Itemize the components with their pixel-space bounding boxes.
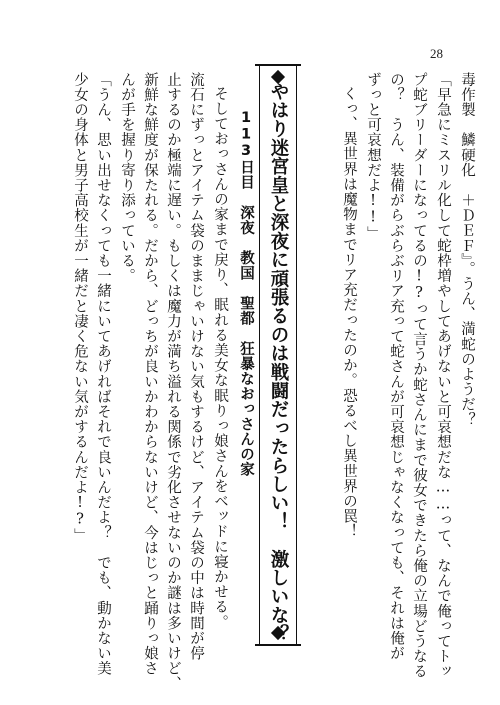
body-line: 「うん、思い出せなくっても一緒にいてあげればそれで良いんだよ？ でも、動かない美 — [95, 72, 111, 676]
page-number: 28 — [430, 46, 443, 61]
body-line: 「早急にミスリル化して蛇枠増やしてあげないと可哀想だな……って、なんで俺ってトッ — [435, 72, 451, 679]
body-line: 新鮮な鮮度が保たれる。だから、どっちが良いかわからないけど、今はじっと踊りっ娘さ — [142, 72, 158, 676]
body-line: プ蛇ブリーダーになってるの!?って言うか蛇さんにまで彼女できたら俺の立場どうなる — [411, 72, 427, 679]
section-heading: 113日目 深夜 教国 聖都 狂暴なおっさんの家 — [238, 110, 254, 477]
chapter-title-band — [259, 64, 297, 646]
body-line: 止するのか極端に遅い。もしくは魔力が満ち溢れる関係で劣化させないのか謎は多いけど、 — [165, 72, 181, 692]
chapter-title: やはり迷宮皇と深夜に頑張るのは戦闘だったらしい！ 激しいな？ — [268, 82, 289, 643]
body-line: 流石にずっとアイテム袋のままじゃいけない気もするけど、アイテム袋の中は時間が停 — [188, 72, 204, 661]
body-line: ずっと可哀想だよ!!」 — [365, 72, 381, 242]
body-line: くっ、異世界は魔物までリア充だったのか。恐るべし異世界の罠！ — [341, 86, 357, 539]
title-rule-top — [255, 64, 301, 66]
body-line: んが手を握り寄り添っている。 — [119, 72, 135, 284]
body-line: 少女の身体と男子高校生が一緒だと凄く危ない気がするんだよ!?」 — [72, 72, 88, 544]
body-line: そしておっさんの家まで戻り、眠れる美女な眠りっ娘さんをベッドに寝かせる。 — [212, 86, 228, 630]
body-line: 毒作製 鱗硬化 ＋ＤＥＦ』。うん、満蛇のようだ？ — [459, 72, 475, 428]
title-rule-bottom — [255, 644, 301, 646]
body-line: の？ うん、装備がらぶらぶリア充って蛇さんが可哀想じゃなくなっても、それは俺が — [388, 72, 404, 661]
